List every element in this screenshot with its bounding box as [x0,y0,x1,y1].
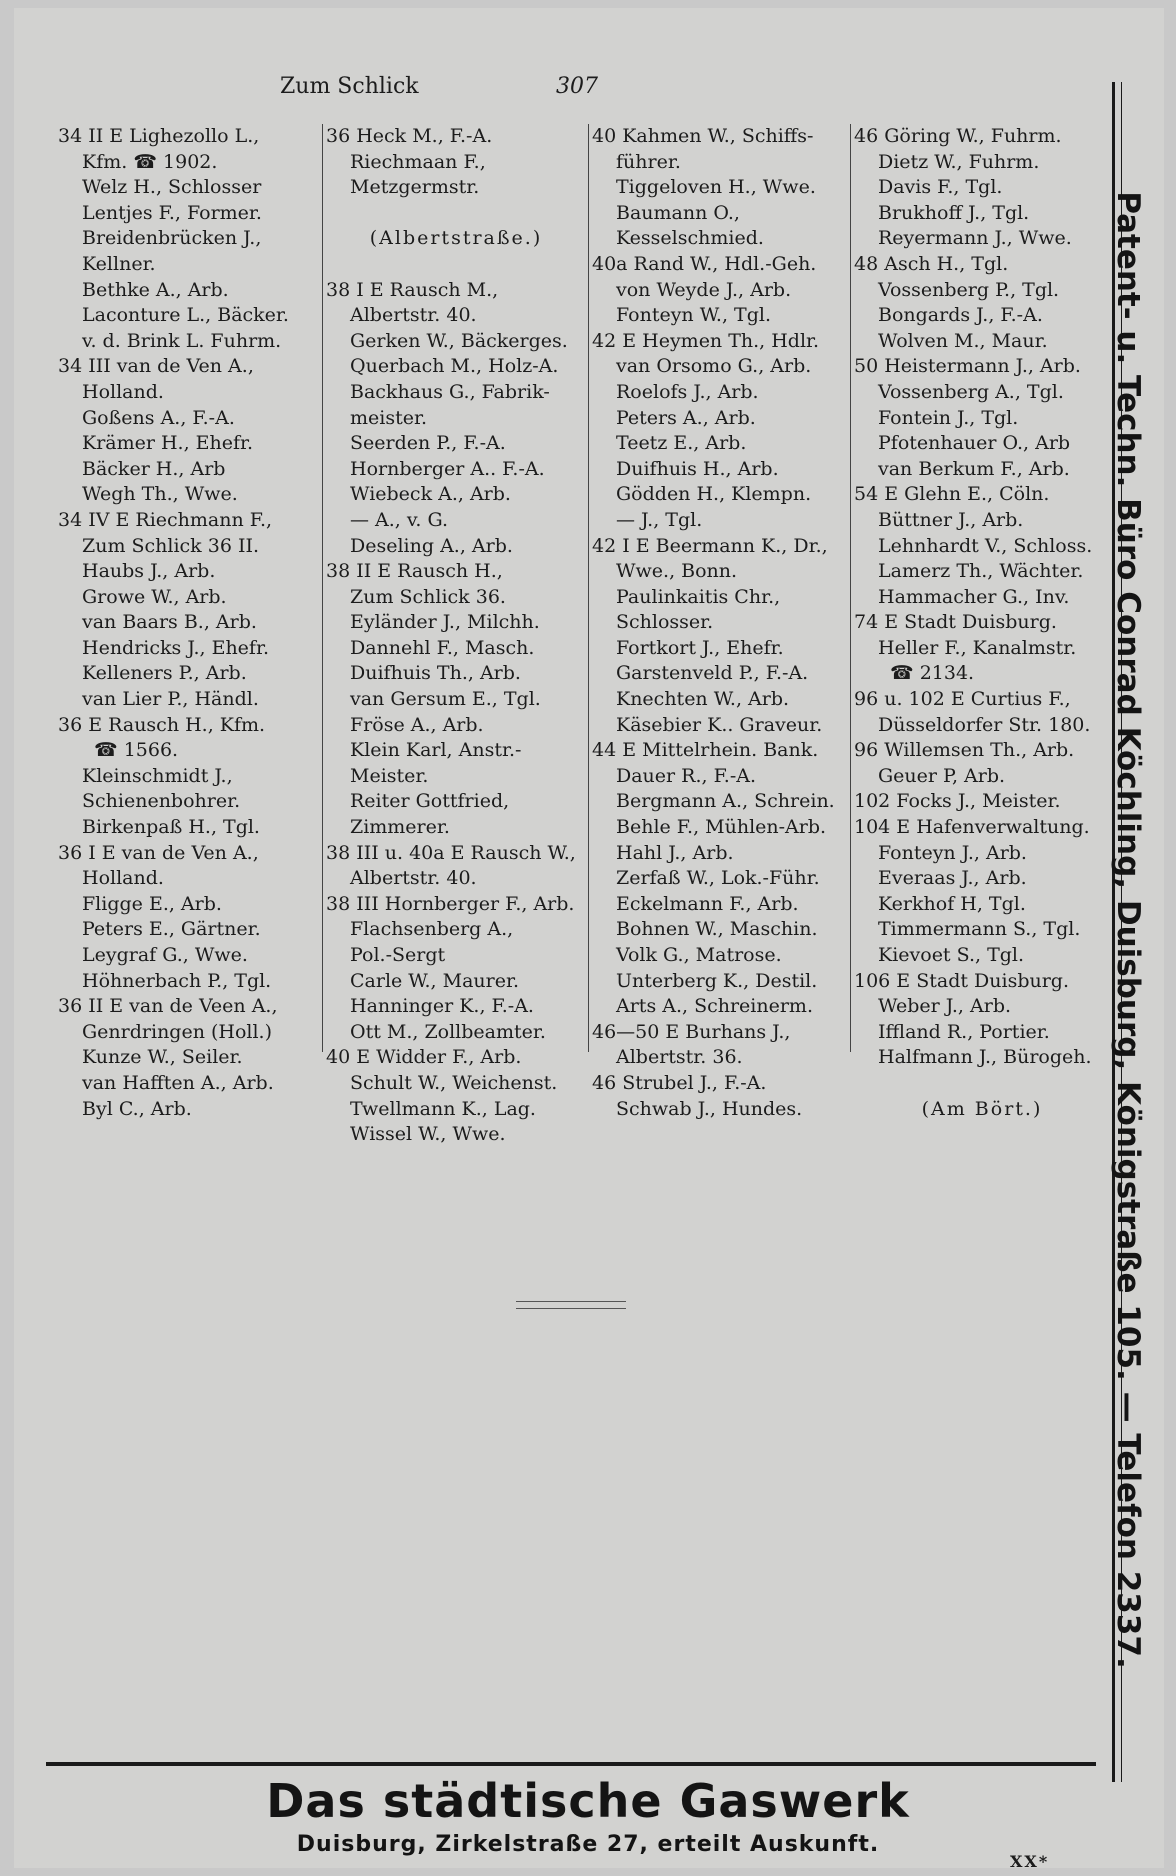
directory-entry: Hornberger A.. F.-A. [350,457,545,480]
directory-entry: 46—50 E Burhans J., [592,1020,791,1043]
directory-entry: Fligge E., Arb. [82,892,222,915]
directory-entry: Timmermann S., Tgl. [878,918,1081,941]
directory-entry: 74 E Stadt Duisburg. [854,611,1057,634]
directory-entry: meister. [350,406,428,429]
directory-entry: Seerden P., F.-A. [350,432,506,455]
directory-entry: Bethke A., Arb. [82,278,229,301]
directory-entry: 36 II E van de Veen A., [58,995,278,1018]
directory-entry: Höhnerbach P., Tgl. [82,969,272,992]
directory-entry: Reyermann J., Wwe. [878,227,1072,250]
directory-entry: Twellmann K., Lag. [350,1097,536,1120]
directory-entry: Geuer P, Arb. [878,764,1006,787]
directory-entry: Hendricks J., Ehefr. [82,636,269,659]
directory-entry: Zerfaß W., Lok.-Führ. [616,867,820,890]
directory-entry: Dauer R., F.-A. [616,764,757,787]
directory-entry: 36 Heck M., F.-A. [326,125,493,147]
directory-entry: 40 Kahmen W., Schiffs- [592,125,814,147]
directory-entry: Schienenbohrer. [82,790,241,813]
directory-entry: Schwab J., Hundes. [616,1097,803,1120]
directory-entry: Gerken W., Bäckerges. [350,329,568,352]
directory-entry: Baumann O., [616,201,740,224]
directory-entry: Roelofs J., Arb. [616,380,759,403]
directory-entry: — J., Tgl. [616,508,703,531]
directory-entry: Arts A., Schreinerm. [616,995,813,1018]
directory-entry: Holland. [82,867,164,890]
sidebar-advertisement: Patent- u. Techn. Büro Conrad Köchling, Duisburg, Königstraße 105. — Telefon 2337. [1110,191,1146,1669]
directory-entry [326,201,586,227]
advertisement-headline: Das städtische Gaswerk [266,1774,910,1828]
directory-entry: Vossenberg P., Tgl. [878,278,1060,301]
directory-entry: Duifhuis H., Arb. [616,457,779,480]
directory-entry: 38 I E Rausch M., [326,278,499,301]
directory-entry: 102 Focks J., Meister. [854,790,1061,813]
directory-entry: 96 u. 102 E Curtius F., [854,688,1071,711]
directory-entry: Leygraf G., Wwe. [82,944,248,966]
directory-entry: Wegh Th., Wwe. [82,483,238,506]
directory-entry: führer. [616,150,681,173]
directory-entry: 40 E Widder F., Arb. [326,1046,522,1069]
directory-entry: Käsebier K.. Graveur. [616,713,823,736]
directory-entry: Wissel W., Wwe. [350,1123,506,1146]
directory-entry: Weber J., Arb. [878,995,1012,1018]
directory-entry: Eyländer J., Milchh. [350,611,540,634]
column-1 [58,124,320,1120]
directory-entry: Flachsenberg A., [350,918,514,941]
directory-entry: Albertstr. 40. [350,304,477,327]
directory-entry: Eckelmann F., Arb. [616,892,799,915]
directory-entry: van Lier P., Händl. [82,688,259,711]
directory-entry: Unterberg K., Destil. [616,969,818,992]
directory-entry: — A., v. G. [350,508,448,531]
advertisement-subline: Duisburg, Zirkelstraße 27, erteilt Auskunft. [296,1832,880,1857]
directory-entry: Bäcker H., Arb [82,457,226,480]
directory-entry: Kelleners P., Arb. [82,662,247,685]
directory-entry: Davis F., Tgl. [878,176,1003,199]
directory-entry: Büttner J., Arb. [878,508,1024,531]
directory-entry: Tiggeloven H., Wwe. [616,176,816,199]
directory-entry: 106 E Stadt Duisburg. [854,969,1070,992]
directory-entry: Volk G., Matrose. [616,944,782,966]
directory-entry: Haubs J., Arb. [82,560,216,583]
directory-entry: 38 III Hornberger F., Arb. [326,892,575,915]
directory-entry: Pol.-Sergt [350,944,446,966]
directory-entry: Reiter Gottfried, [350,790,510,813]
directory-entry: Ott M., Zollbeamter. [350,1020,546,1043]
directory-entry: Bergmann A., Schrein. [616,790,835,813]
directory-entry: Byl C., Arb. [82,1097,192,1120]
directory-entry: Peters E., Gärtner. [82,918,261,941]
column-divider [588,124,589,1052]
column-3 [592,124,848,1120]
directory-entry: Welz H., Schlosser [82,176,262,199]
directory-entry: Albertstr. 36. [616,1046,743,1069]
directory-entry: Holland. [82,380,164,403]
directory-page [14,8,1164,1868]
directory-entry: Bohnen W., Maschin. [616,918,818,941]
directory-entry: ☎ 1566. [94,739,179,762]
column-divider [322,124,323,1052]
directory-entry: Pfotenhauer O., Arb [878,432,1071,455]
directory-entry: Schlosser. [616,611,714,634]
directory-entry: Hanninger K., F.-A. [350,995,534,1018]
section-end-rule [516,1301,626,1309]
directory-entry: Metzgermstr. [350,176,480,199]
directory-entry: Zum Schlick 36 II. [82,534,260,557]
directory-entry: Kleinschmidt J., [82,764,233,787]
directory-entry: Kerkhof H, Tgl. [878,892,1026,915]
directory-entry: 44 E Mittelrhein. Bank. [592,739,819,762]
directory-entry: 34 II E Lighezollo L., [58,125,260,147]
directory-entry: 50 Heistermann J., Arb. [854,355,1081,378]
directory-entry: Kunze W., Seiler. [82,1046,243,1069]
directory-entry: Fonteyn W., Tgl. [616,304,771,327]
directory-entry: Fonteyn J., Arb. [878,841,1027,864]
directory-entry: Goßens A., F.-A. [82,406,235,429]
directory-entry: Brukhoff J., Tgl. [878,201,1030,224]
advertisement-rule [46,1762,1096,1766]
directory-entry: Heller F., Kanalmstr. [878,636,1077,659]
directory-entry: Wiebeck A., Arb. [350,483,511,506]
directory-entry: van Orsomo G., Arb. [616,355,812,378]
directory-entry: Paulinkaitis Chr., [616,585,781,608]
directory-entry: Halfmann J., Bürogeh. [878,1046,1092,1069]
directory-entry: Carle W., Maurer. [350,969,520,992]
directory-entry: Hahl J., Arb. [616,841,734,864]
directory-entry: Iffland R., Portier. [878,1020,1050,1043]
directory-entry: Wwe., Bonn. [616,560,738,583]
directory-entry: Fortkort J., Ehefr. [616,636,784,659]
directory-entry: 46 Göring W., Fuhrm. [854,125,1062,147]
directory-entry: Lehnhardt V., Schloss. [878,534,1093,557]
directory-entry: 42 E Heymen Th., Hdlr. [592,329,820,352]
directory-entry: Breidenbrücken J., [82,227,262,250]
directory-entry: Fröse A., Arb. [350,713,484,736]
directory-entry: 38 III u. 40a E Rausch W., [326,841,576,864]
directory-entry: Riechmaan F., [350,150,486,173]
street-title: Zum Schlick [280,74,419,99]
directory-entry: 40a Rand W., Hdl.-Geh. [592,252,817,275]
directory-entry: Dietz W., Fuhrm. [878,150,1040,173]
directory-entry: Kesselschmied. [616,227,764,250]
directory-entry: Backhaus G., Fabrik- [350,380,550,403]
directory-entry: van Baars B., Arb. [82,611,257,634]
directory-entry: Gödden H., Klempn. [616,483,812,506]
directory-entry: Querbach M., Holz-A. [350,355,559,378]
directory-entry: Lentjes F., Former. [82,201,262,224]
directory-entry: 46 Strubel J., F.-A. [592,1071,767,1094]
directory-entry: Schult W., Weichenst. [350,1071,558,1094]
directory-entry: (Albertstraße.) [369,227,543,250]
directory-entry: 34 III van de Ven A., [58,355,254,378]
directory-entry: 48 Asch H., Tgl. [854,252,1009,275]
directory-entry: van Gersum E., Tgl. [350,688,541,711]
directory-entry [854,1071,1110,1097]
directory-entry: Bongards J., F.-A. [878,304,1043,327]
directory-entry: Düsseldorfer Str. 180. [878,713,1091,736]
directory-entry: Duifhuis Th., Arb. [350,662,521,685]
directory-entry: Vossenberg A., Tgl. [878,380,1064,403]
directory-entry: von Weyde J., Arb. [616,278,792,301]
directory-entry: 96 Willemsen Th., Arb. [854,739,1075,762]
directory-entry: Kfm. ☎ 1902. [82,150,218,173]
directory-entry: 34 IV E Riechmann F., [58,508,273,531]
directory-entry: Genrdringen (Holl.) [82,1020,273,1043]
directory-entry: Garstenveld P., F.-A. [616,662,809,685]
column-2 [326,124,586,1146]
directory-entry: Hammacher G., Inv. [878,585,1070,608]
directory-entry: 104 E Hafenverwaltung. [854,816,1090,839]
page-number: 307 [556,74,598,99]
directory-entry: Knechten W., Arb. [616,688,790,711]
directory-entry: Lamerz Th., Wächter. [878,560,1084,583]
directory-entry: Kellner. [82,252,156,275]
directory-entry: (Am Bört.) [921,1097,1043,1120]
directory-entry: Zum Schlick 36. [350,585,506,608]
directory-entry: Kievoet S., Tgl. [878,944,1025,966]
directory-entry: 36 E Rausch H., Kfm. [58,713,266,736]
directory-entry: Teetz E., Arb. [616,432,747,455]
directory-entry: 42 I E Beermann K., Dr., [592,534,828,557]
directory-entry: Laconture L., Bäcker. [82,304,289,327]
directory-entry: 36 I E van de Ven A., [58,841,259,864]
directory-entry: Dannehl F., Masch. [350,636,535,659]
directory-entry: Meister. [350,764,429,787]
directory-entry: v. d. Brink L. Fuhrm. [82,329,282,352]
directory-entry: Deseling A., Arb. [350,534,513,557]
directory-entry: Peters A., Arb. [616,406,756,429]
signature-mark: XX* [1010,1852,1050,1871]
directory-entry: Krämer H., Ehefr. [82,432,254,455]
directory-entry: Fontein J., Tgl. [878,406,1019,429]
directory-entry: Wolven M., Maur. [878,329,1048,352]
directory-entry: Behle F., Mühlen-Arb. [616,816,827,839]
directory-entry: Klein Karl, Anstr.- [350,739,522,762]
directory-entry [326,252,586,278]
directory-entry: van Berkum F., Arb. [878,457,1070,480]
directory-entry: Growe W., Arb. [82,585,227,608]
directory-entry: 54 E Glehn E., Cöln. [854,483,1050,506]
directory-entry: 38 II E Rausch H., [326,560,503,583]
column-4 [854,124,1110,1120]
directory-entry: Everaas J., Arb. [878,867,1027,890]
directory-entry: ☎ 2134. [890,662,975,685]
directory-entry: Zimmerer. [350,816,450,839]
directory-entry: Albertstr. 40. [350,867,477,890]
column-divider [850,124,851,1052]
directory-entry: Birkenpaß H., Tgl. [82,816,260,839]
directory-entry: van Hafften A., Arb. [82,1071,274,1094]
